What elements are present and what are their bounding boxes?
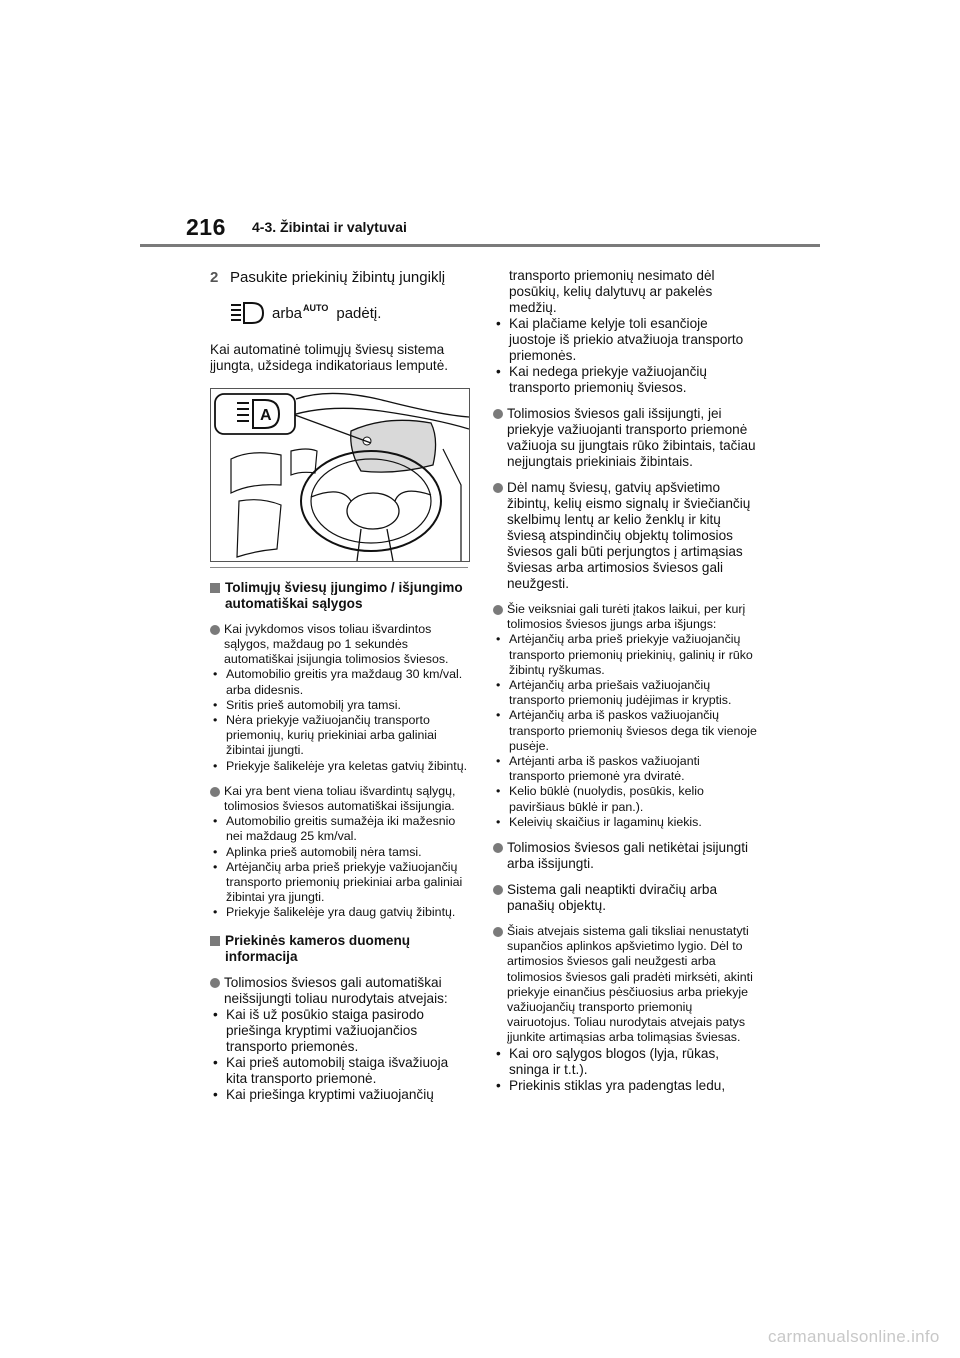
dashboard-illustration	[210, 388, 470, 562]
round-bullet-icon	[210, 978, 220, 988]
section-title: 4-3. Žibintai ir valytuvai	[252, 219, 407, 235]
list-item: • Automobilio greitis sumažėja iki mažesnio nei maždaug 25 km/val.	[210, 814, 470, 844]
cases-lead	[493, 924, 757, 1046]
dashboard-drawing	[211, 389, 469, 561]
lights-note-text: Dėl namų šviesų, gatvių apšvietimo žibintų, kelių eismo signalų ir šviečiančių skelbimų lentų ar kelio ženklų ir kitų šviesą atspindinčių objektų tolimosios šviesos gali būti perjungtos į artimąsias šviesas arba artimosios šviesos gali neužgesti.	[507, 480, 751, 591]
heading-auto-conditions	[210, 580, 470, 612]
heading-text: Tolimųjų šviesų įjungimo / išjungimo automatiškai sąlygos	[225, 579, 463, 611]
list-item: • Kai plačiame kelyje toli esančioje juostoje iš priekio atvažiuoja transporto priemonės.	[493, 316, 757, 364]
off-conditions-lead	[210, 784, 470, 814]
list-item: • Priekyje šalikelėje yra daug gatvių žibintų.	[210, 905, 470, 920]
list-item: • Artėjančių arba iš paskos važiuojančių transporto priemonių šviesos dega tik vienoje pusėje.	[493, 708, 757, 754]
svg-text:A: A	[260, 406, 272, 424]
round-bullet-icon	[493, 843, 503, 853]
list-item: • Nėra priekyje važiuojančių transporto priemonių, kurių priekiniai arba galiniai žibintai įjungti.	[210, 713, 470, 759]
round-bullet-icon	[493, 483, 503, 493]
step-number: 2	[210, 269, 219, 286]
round-bullet-icon	[493, 885, 503, 895]
square-bullet-icon	[210, 936, 220, 946]
figure-rule	[210, 567, 468, 568]
list-item: • Priekyje šalikelėje yra keletas gatvių žibintų.	[210, 759, 470, 774]
or-text: arba	[272, 304, 303, 322]
watermark: carmanualsonline.info	[768, 1327, 940, 1346]
list-item: • Artėjančių arba prieš priekyje važiuojančių transporto priemonių priekiniai arba galiniai žibintai yra įjungti.	[210, 860, 470, 906]
page-number: 216	[186, 214, 226, 240]
fog-note-text: Tolimosios šviesos gali išsijungti, jei priekyje važiuojanti transporto priemonė važiuoja su įjungtais rūko žibintais, tačiau neįjungtais priekiniais žibintais.	[507, 406, 756, 469]
factors-lead	[493, 602, 757, 632]
off-lead-text: Kai yra bent viena toliau išvardintų sąlygų, tolimosios šviesos automatiškai išsijungia.	[224, 783, 456, 814]
on-lead-text: Kai įvykdomos visos toliau išvardintos sąlygos, maždaug po 1 sekundės automatiškai įsijungia tolimosios šviesos.	[224, 621, 449, 667]
list-item: • Artėjančių arba prieš priekyje važiuojančių transporto priemonių priekinių, galinių ir rūko žibintų ryškumas.	[493, 632, 757, 678]
weather-cases-list	[493, 1046, 757, 1094]
list-item: • Keleivių skaičius ir lagaminų kiekis.	[493, 815, 757, 830]
round-bullet-icon	[493, 927, 503, 937]
bicycle-note-text: Sistema gali neaptikti dviračių arba panašių objektų.	[507, 882, 718, 914]
list-item: • Kai iš už posūkio staiga pasirodo priešinga kryptimi važiuojančios transporto priemonės.	[210, 1007, 470, 1055]
fog-note	[493, 406, 757, 470]
list-item: • Kai priešinga kryptimi važiuojančių	[210, 1087, 470, 1103]
heading-camera-info	[210, 933, 470, 965]
list-item: • Kelio būklė (nuolydis, posūkis, kelio paviršiaus būklė ir pan.).	[493, 784, 757, 814]
cases-lead-text: Šiais atvejais sistema gali tiksliai nenustatyti supančios aplinkos apšvietimo lygio. Dėl to artimosios šviesos gali neužgesti arba tolimosios šviesos gali pradėti mirksėti, akinti priekyje einančius pėsčiuosius arba priekyje važiuojančių transporto priemonių vairuotojus. Toliau nurodytais atvejais patys įjunkite artimąsias arba tolimąsias šviesas.	[507, 924, 753, 1045]
on-conditions-list	[210, 667, 470, 773]
round-bullet-icon	[493, 409, 503, 419]
bicycle-note	[493, 882, 757, 914]
list-item: • Artėjančių arba priešais važiuojančių transporto priemonių judėjimas ir kryptis.	[493, 678, 757, 708]
list-item: • Sritis prieš automobilį yra tamsi.	[210, 698, 470, 713]
intro-text: Kai automatinė tolimųjų šviesų sistema įjungta, užsidega indikatoriaus lemputė.	[210, 342, 449, 374]
on-conditions-lead	[210, 622, 470, 668]
header-rule	[140, 244, 820, 247]
factors-list	[493, 632, 757, 830]
step-line2	[230, 301, 470, 325]
step-text: Pasukite priekinių žibintų jungiklį	[230, 269, 446, 286]
auto-icon: AUTO	[303, 303, 329, 313]
list-item: • Automobilio greitis yra maždaug 30 km/val. arba didesnis.	[210, 667, 470, 697]
round-bullet-icon	[493, 605, 503, 615]
factors-lead-text: Šie veiksniai gali turėti įtakos laikui, per kurį tolimosios šviesos įjungs arba išjungs:	[507, 602, 746, 632]
round-bullet-icon	[210, 625, 220, 635]
off-conditions-list	[210, 814, 470, 920]
round-bullet-icon	[210, 787, 220, 797]
position-text: padėtį.	[336, 304, 382, 322]
camera-cases-list	[210, 1007, 470, 1103]
unexpected-note	[493, 840, 757, 872]
list-item: • Kai nedega priekyje važiuojančių transporto priemonių šviesos.	[493, 364, 757, 396]
list-item: • Priekinis stiklas yra padengtas ledu,	[493, 1078, 757, 1094]
unexpected-note-text: Tolimosios šviesos gali netikėtai įsijungti arba išsijungti.	[507, 840, 749, 872]
right-column	[493, 268, 757, 1094]
auto-high-beam-icon	[230, 301, 264, 325]
step-2	[210, 267, 470, 289]
list-item: • Aplinka prieš automobilį nėra tamsi.	[210, 845, 470, 860]
square-bullet-icon	[210, 583, 220, 593]
continued-text: transporto priemonių nesimato dėl posūkių, kelių dalytuvų ar pakelės medžių.	[509, 268, 715, 315]
list-item: • Kai prieš automobilį staiga išvažiuoja kita transporto priemonė.	[210, 1055, 470, 1087]
camera-lead-text: Tolimosios šviesos gali automatiškai neišsijungti toliau nurodytais atvejais:	[224, 974, 448, 1006]
heading-text: Priekinės kameros duomenų informacija	[225, 932, 411, 964]
lights-note	[493, 480, 757, 592]
left-column	[210, 260, 470, 1103]
camera-lead	[210, 975, 470, 1007]
camera-cases-list-cont	[493, 316, 757, 396]
list-item: • Kai oro sąlygos blogos (lyja, rūkas, sninga ir t.t.).	[493, 1046, 757, 1078]
list-item: • Artėjanti arba iš paskos važiuojanti transporto priemonė yra dviratė.	[493, 754, 757, 784]
